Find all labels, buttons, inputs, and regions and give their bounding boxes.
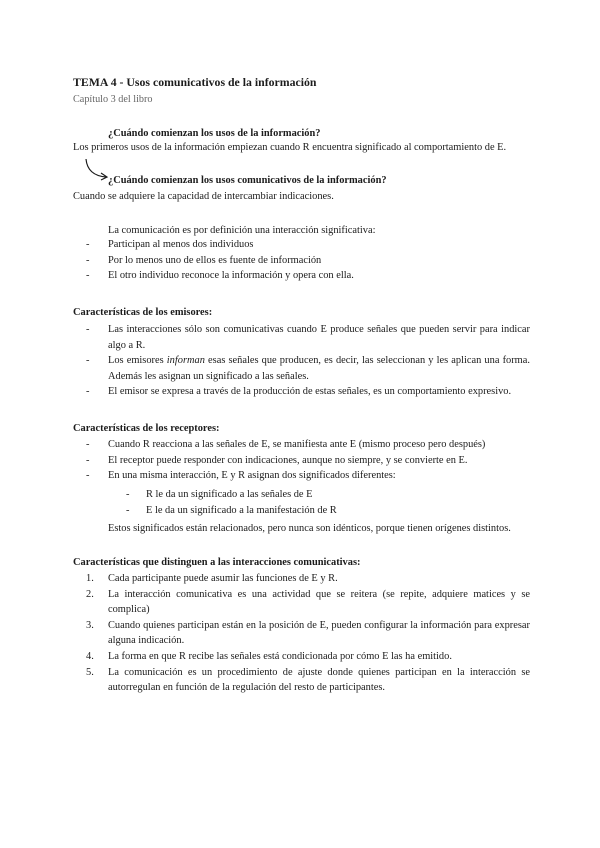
list-item-text: Cuando quienes participan están en la posición de E, pueden configurar la información para expresar alguna indicación. [108, 619, 530, 647]
receptores-list [86, 437, 530, 484]
list-number: 5. [86, 666, 94, 678]
section-heading-distinguen: Características que distinguen a las interacciones comunicativas: [73, 557, 361, 568]
distinguen-list [86, 571, 530, 696]
receptores-sublist [126, 487, 337, 518]
answer-1: Los primeros usos de la información empiezan cuando R encuentra significado al comportamiento de E. [73, 142, 507, 153]
list-item-text: esas señales que producen, es decir, las seleccionan y les aplican una forma. Además les asignan un significado a las señales. [108, 355, 530, 382]
curved-arrow-icon [84, 158, 110, 182]
list-item-text: La forma en que R recibe las señales está condicionada por cómo E las ha emitido. [108, 651, 452, 663]
list-item-text: La interacción comunicativa es una actividad que se reitera (se repite, adquiere matices y se complica) [108, 588, 530, 616]
list-number: 3. [86, 619, 94, 631]
list-item: - El receptor puede responder con indicaciones, aunque no siempre, y se convierte en E. [86, 453, 530, 469]
list-item: - En una misma interacción, E y R asignan dos significados diferentes: [86, 468, 530, 484]
page-subtitle: Capítulo 3 del libro [73, 94, 153, 105]
list-item: - El otro individuo reconoce la información y opera con ella. [86, 268, 530, 284]
question-2: ¿Cuándo comienzan los usos comunicativos de la información? [108, 175, 387, 186]
intro-text: La comunicación es por definición una interacción significativa: [108, 225, 376, 236]
list-item: - Las interacciones sólo son comunicativas cuando E produce señales que pueden servir para indicar algo a R. [86, 322, 530, 353]
list-item [86, 618, 530, 649]
intro-list [86, 237, 530, 284]
list-item-text: Cada participante puede asumir las funciones de E y R. [108, 573, 338, 584]
list-item: - Cuando R reacciona a las señales de E, se manifiesta ante E (mismo proceso pero después) [86, 437, 530, 453]
list-item: - El emisor se expresa a través de la producción de estas señales, es un comportamiento expresivo. [86, 384, 530, 400]
list-item: - R le da un significado a las señales de E [126, 487, 337, 503]
list-item [86, 587, 530, 618]
list-item-text: Los emisores [108, 355, 164, 367]
list-item [86, 665, 530, 696]
emphasis-text: informan [166, 355, 205, 367]
list-item: - Por lo menos uno de ellos es fuente de información [86, 253, 530, 269]
list-item: - E le da un significado a la manifestación de R [126, 503, 337, 519]
list-number: 4. [86, 651, 94, 663]
list-number: 2. [86, 588, 94, 600]
list-item [86, 649, 530, 665]
section-heading-receptores: Características de los receptores: [73, 423, 220, 434]
list-item [86, 353, 530, 384]
receptores-note: Estos significados están relacionados, pero nunca son idénticos, porque tienen orígenes distintos. [108, 523, 511, 534]
section-heading-emisores: Características de los emisores: [73, 307, 213, 318]
question-1: ¿Cuándo comienzan los usos de la información? [108, 128, 321, 139]
list-item: - Participan al menos dos individuos [86, 237, 530, 253]
list-item-text: La comunicación es un procedimiento de ajuste donde quienes participan en la interacción se autorregulan en función de la regulación del resto de participantes. [108, 666, 530, 694]
page-title: TEMA 4 - Usos comunicativos de la información [73, 75, 317, 89]
answer-2: Cuando se adquiere la capacidad de intercambiar indicaciones. [73, 191, 334, 202]
list-item [86, 571, 530, 587]
emisores-list [86, 322, 530, 400]
list-number: 1. [86, 573, 94, 584]
